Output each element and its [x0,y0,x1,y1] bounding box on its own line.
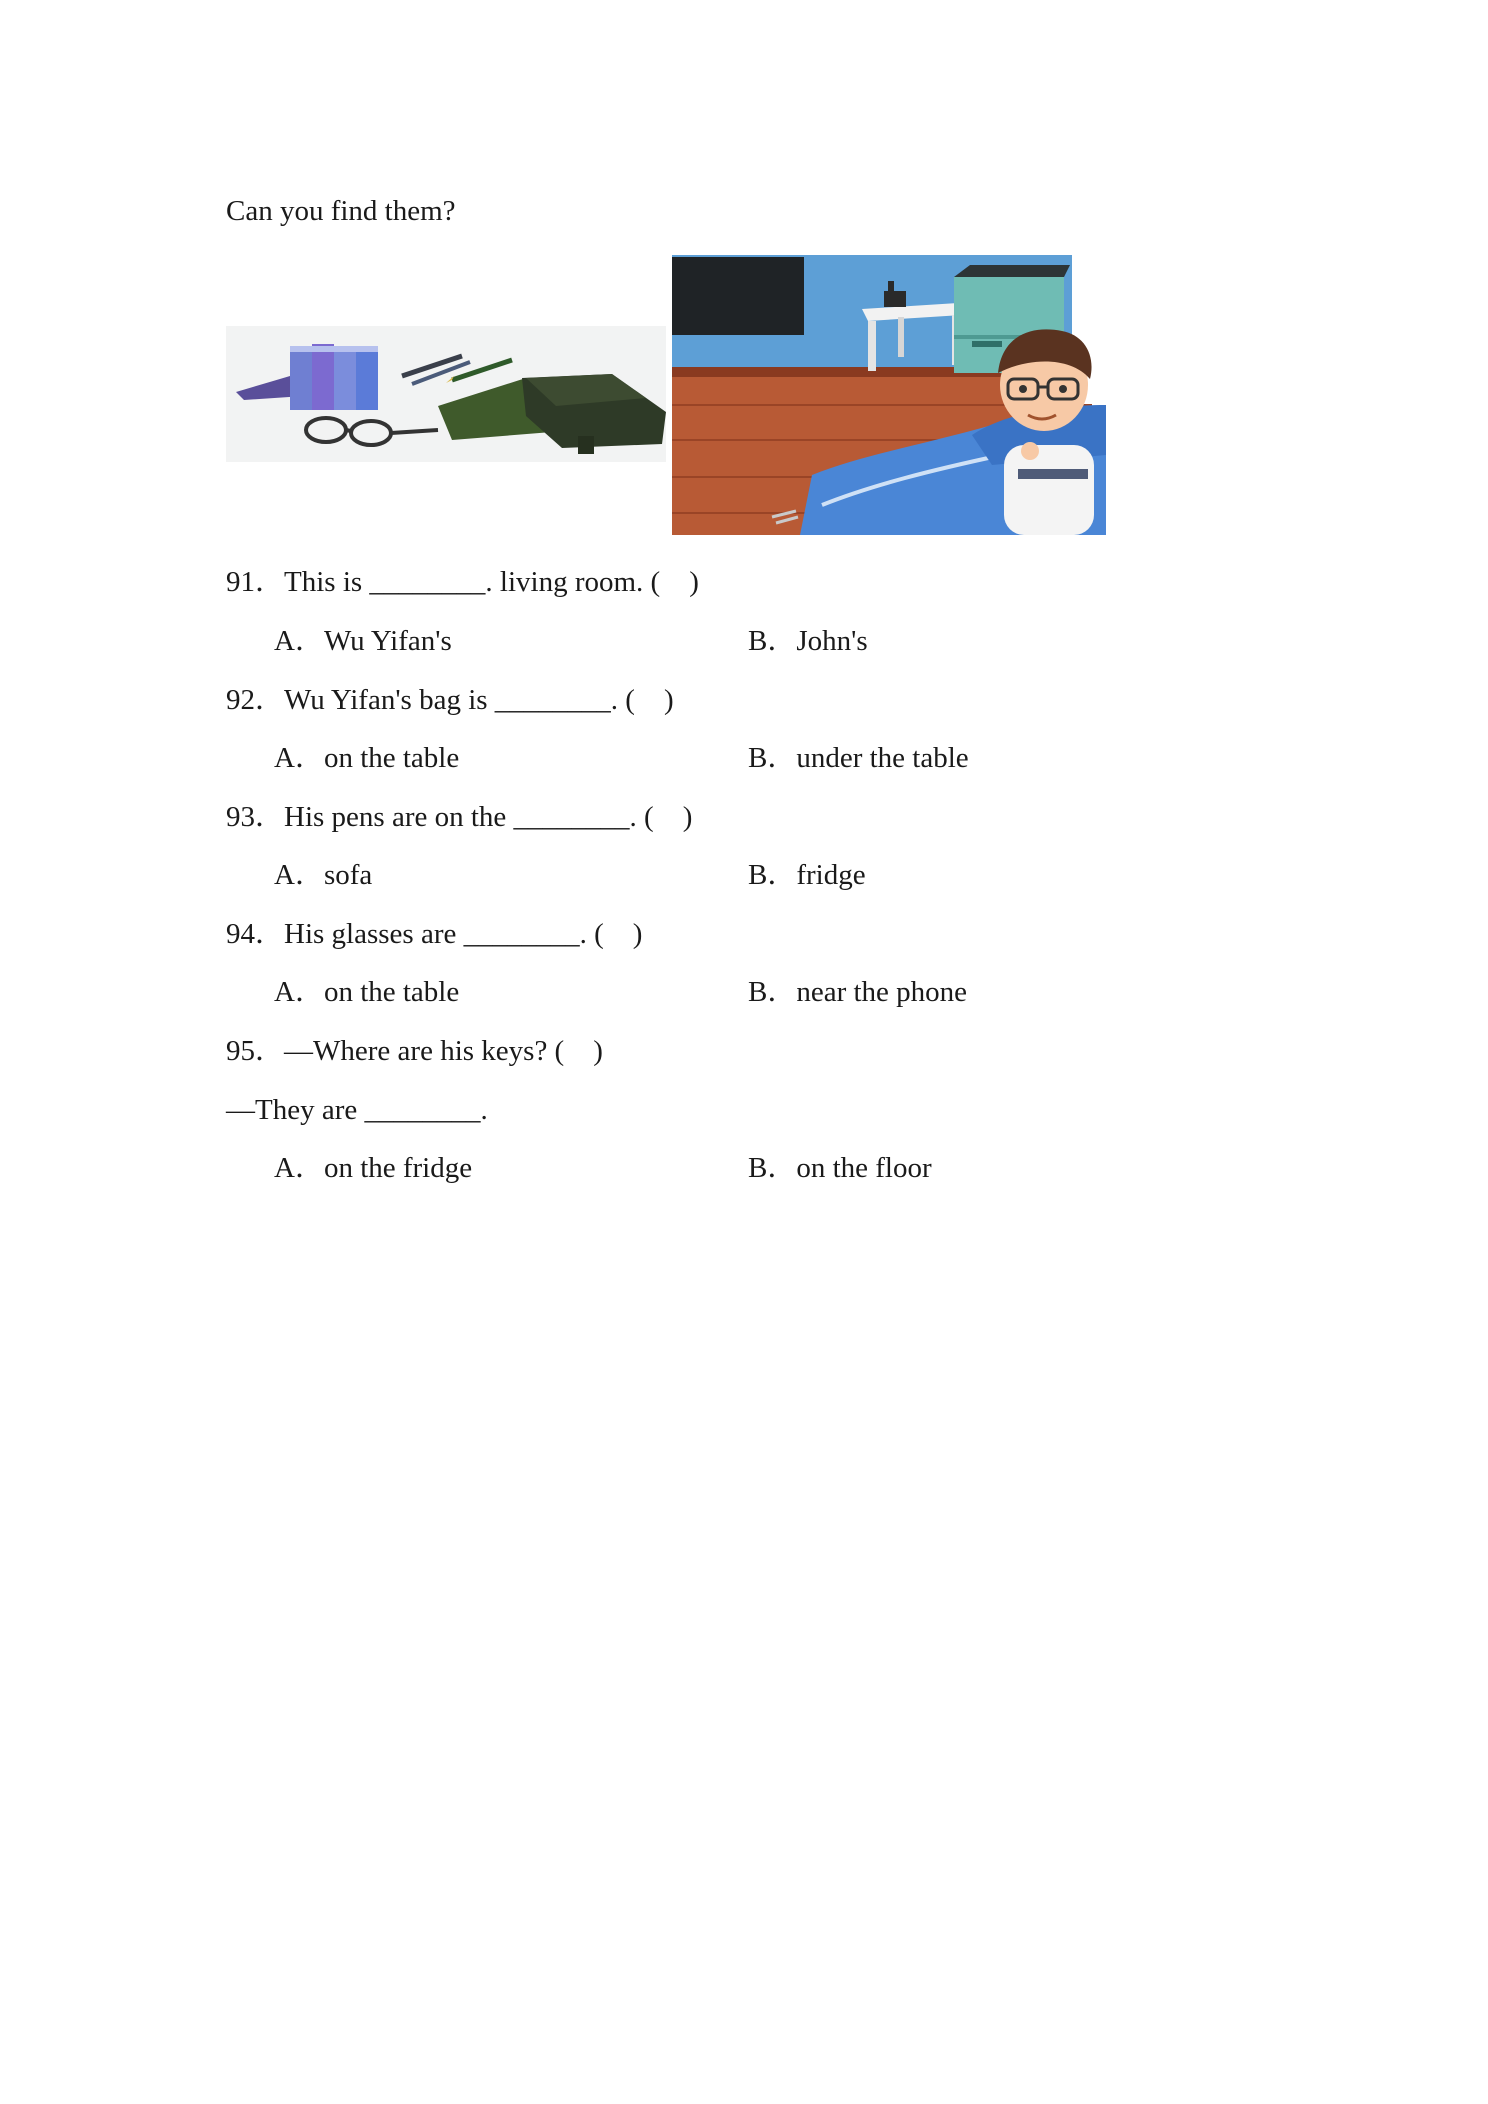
question-95 [226,1033,603,1069]
question-94 [226,916,642,952]
option-95-b[interactable]: B．on the floor [748,1152,932,1184]
question-text: This is ________. living room. ( ) [284,566,699,598]
option-93-b[interactable]: B．fridge [748,859,866,891]
living-room-illustration [672,255,1106,535]
option-93-a[interactable]: A．sofa [274,859,373,891]
option-94-b[interactable]: B．near the phone [748,976,968,1008]
question-number: 91． [226,566,285,598]
option-91-b[interactable]: B．John's [748,625,868,657]
question-text: His glasses are ________. ( ) [284,918,643,950]
question-92 [226,682,674,718]
option-94-a[interactable]: A．on the table [274,976,460,1008]
instruction-text: Can you find them? [226,195,456,227]
option-92-a[interactable]: A．on the table [274,742,460,774]
question-number: 94． [226,918,285,950]
option-91-a[interactable]: A．Wu Yifan's [274,625,452,657]
books-icon [290,344,378,410]
question-number: 95． [226,1035,285,1067]
option-92-b[interactable]: B．under the table [748,742,969,774]
question-text: Wu Yifan's bag is ________. ( ) [284,684,674,716]
answer-line-95: —They are ________. [226,1094,488,1126]
question-93 [226,799,692,835]
option-95-a[interactable]: A．on the fridge [274,1152,473,1184]
question-text: —Where are his keys? ( ) [284,1035,603,1067]
question-text: His pens are on the ________. ( ) [284,801,693,833]
items-illustration [226,326,666,462]
tv-icon [672,257,804,335]
question-number: 92． [226,684,285,716]
question-number: 93． [226,801,285,833]
question-91 [226,564,699,600]
